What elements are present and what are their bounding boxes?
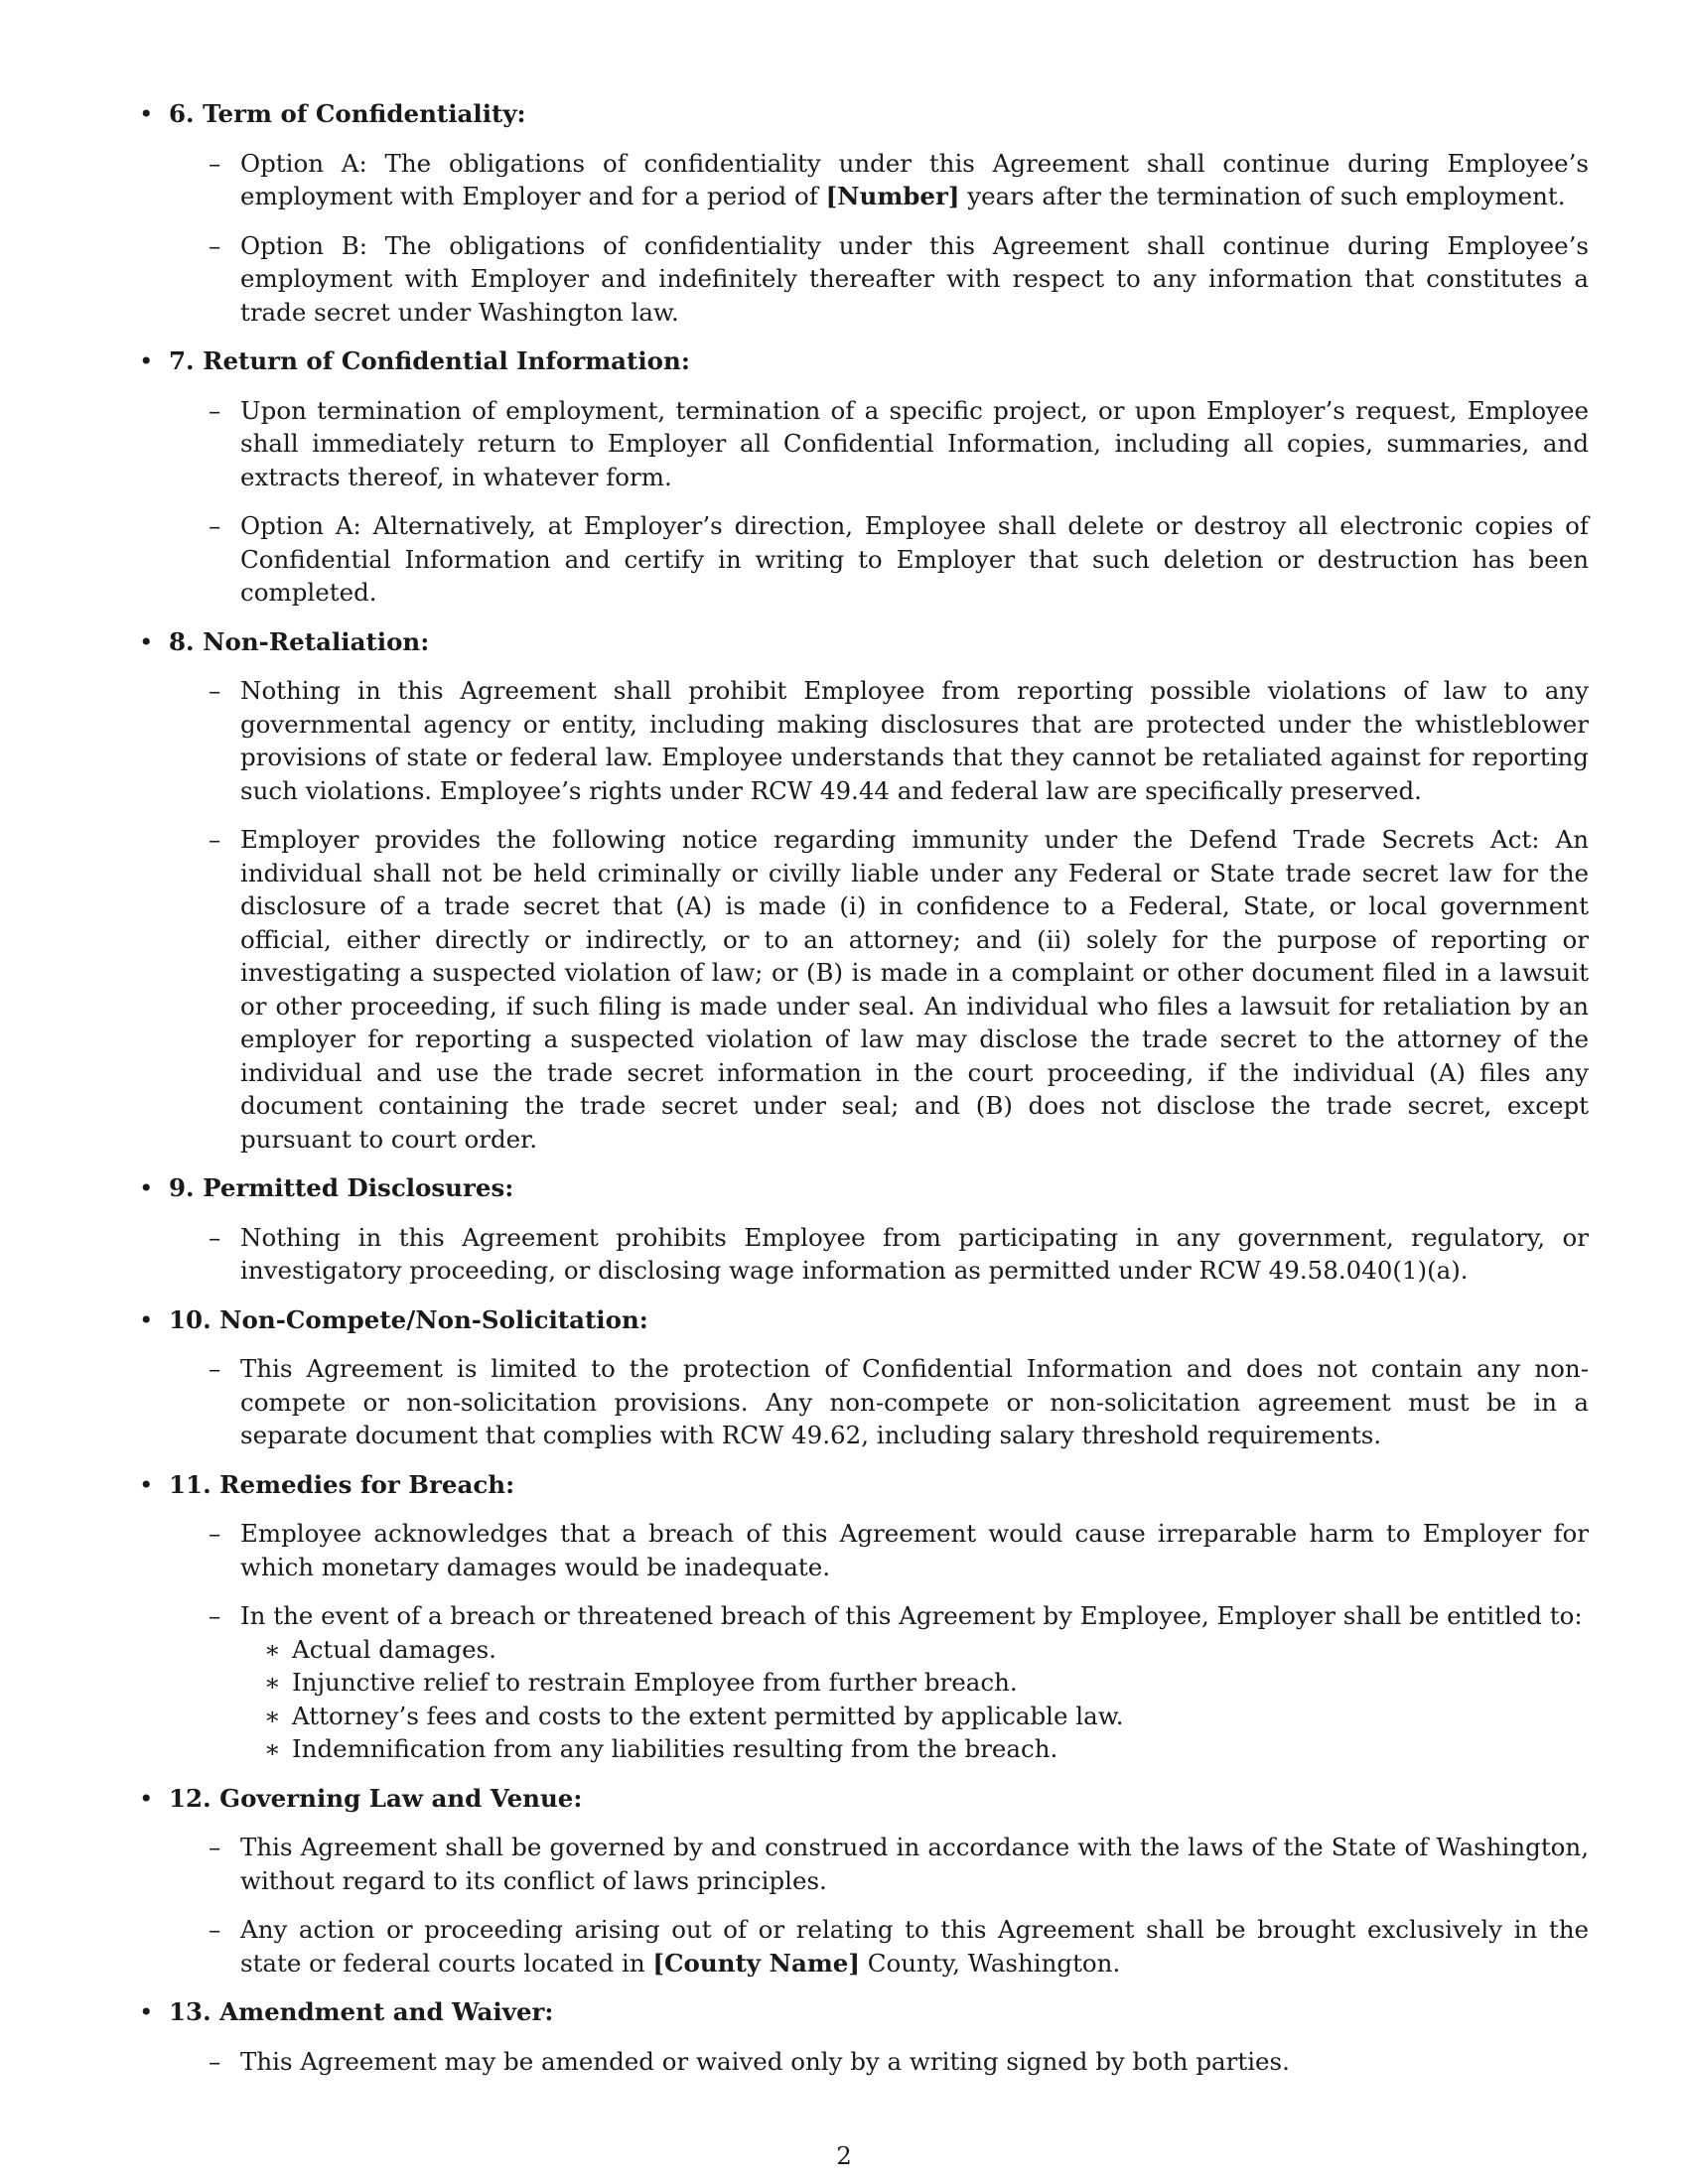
list-item — [209, 147, 1589, 213]
list-item — [209, 823, 1589, 1156]
dash-icon: – — [209, 676, 221, 705]
item-text: Option A: Alternatively, at Employer’s direction, Employee shall delete or destroy all electronic copies of Confidential Information and certify in writing to Employer that such deletion or destruction has been completed. — [240, 511, 1589, 607]
dash-icon: – — [209, 1519, 221, 1548]
section-non-retaliation — [139, 625, 1589, 1157]
section-items — [209, 147, 1589, 330]
bullet-icon: • — [139, 99, 154, 128]
remedy-text: Injunctive relief to restrain Employee from further breach. — [292, 1668, 1018, 1697]
list-item — [209, 674, 1589, 807]
section-permitted-disclosures — [139, 1171, 1589, 1288]
section-items — [209, 674, 1589, 1156]
list-item — [209, 1352, 1589, 1452]
list-item — [209, 1913, 1589, 1979]
remedy-text: Indemnification from any liabilities resulting from the breach. — [292, 1734, 1058, 1763]
section-governing-law — [139, 1782, 1589, 1980]
dash-icon: – — [209, 1915, 221, 1944]
item-text: Employee acknowledges that a breach of this Agreement would cause irreparable harm to Employer for which monetary damages would be inadequate. — [240, 1519, 1589, 1581]
section-remedies-for-breach — [139, 1468, 1589, 1766]
list-item — [209, 229, 1589, 330]
item-text: Option A: The obligations of confidentiality under this Agreement shall continue during Employee’s employment with Employer and for a period of — [240, 148, 1589, 210]
section-items — [209, 1221, 1589, 1288]
section-items — [209, 394, 1589, 610]
item-text: years after the termination of such employment. — [959, 182, 1566, 210]
section-title: 13. Amendment and Waiver: — [169, 1997, 554, 2026]
section-title: 7. Return of Confidential Information: — [169, 346, 690, 375]
item-text: Employer provides the following notice regarding immunity under the Defend Trade Secrets Act: An individual shall not be held criminally or civilly liable under any Federal or State trade secret law for the disclosure of a trade secret that (A) is made (i) in confidence to a Federal, State, or local government official, either directly or indirectly, or to an attorney; and (ii) solely for the purpose of reporting or investigating a suspected violation of law; or (B) is made in a complaint or other document filed in a lawsuit or other proceeding, if such filing is made under seal. An individual who files a lawsuit for retaliation by an employer for reporting a suspected violation of law may disclose the trade secret to the attorney of the individual and use the trade secret information in the court proceeding, if the individual (A) files any document containing the trade secret under seal; and (B) does not disclose the trade secret, except pursuant to court order. — [240, 825, 1589, 1154]
remedy-item — [264, 1666, 1589, 1700]
item-text: Nothing in this Agreement prohibits Employee from participating in any government, regulatory, or investigatory proceeding, or disclosing wage information as permitted under RCW 49.58.040(1)(a). — [240, 1222, 1589, 1285]
section-title: 10. Non-Compete/Non-Solicitation: — [169, 1304, 648, 1334]
section-items — [209, 1352, 1589, 1452]
item-text: Nothing in this Agreement shall prohibit Employee from reporting possible violations of law to any governmental agency or entity, including making disclosures that are protected under the whistleblower provisions of state or federal law. Employee understands that they cannot be retaliated against for reporting such violations. Employee’s rights under RCW 49.44 and federal law are specifically preserved. — [240, 676, 1589, 805]
bullet-icon: • — [139, 1304, 154, 1334]
page-number: 2 — [836, 2141, 852, 2170]
list-item — [209, 1221, 1589, 1288]
bullet-icon: • — [139, 1173, 154, 1202]
dash-icon: – — [209, 2046, 221, 2076]
asterisk-icon: ∗ — [264, 1701, 281, 1730]
section-title: 11. Remedies for Breach: — [169, 1469, 515, 1499]
list-item — [209, 1517, 1589, 1583]
section-items — [209, 1831, 1589, 1979]
section-amendment-and-waiver — [139, 1995, 1589, 2078]
list-item — [209, 1599, 1589, 1766]
bullet-icon: • — [139, 346, 154, 375]
remedy-text: Actual damages. — [292, 1634, 496, 1664]
section-title: 6. Term of Confidentiality: — [169, 99, 526, 128]
placeholder-number: [Number] — [825, 182, 960, 210]
placeholder-county-name: [County Name] — [652, 1948, 860, 1978]
bullet-icon: • — [139, 1783, 154, 1813]
remedy-text: Attorney’s fees and costs to the extent permitted by applicable law. — [292, 1701, 1124, 1730]
asterisk-icon: ∗ — [264, 1734, 281, 1763]
section-title: 8. Non-Retaliation: — [169, 626, 430, 656]
dash-icon: – — [209, 1354, 221, 1383]
remedy-item — [264, 1732, 1589, 1766]
remedy-item — [264, 1633, 1589, 1667]
dash-icon: – — [209, 1833, 221, 1861]
item-text: County, Washington. — [859, 1948, 1121, 1978]
list-item — [209, 1831, 1589, 1897]
section-title: 9. Permitted Disclosures: — [169, 1173, 514, 1202]
list-item — [209, 394, 1589, 494]
item-text: In the event of a breach or threatened breach of this Agreement by Employee, Employer shall be entitled to: — [240, 1601, 1583, 1630]
dash-icon: – — [209, 511, 221, 540]
list-item — [209, 2045, 1589, 2079]
document-body — [139, 97, 1589, 2094]
section-title: 12. Governing Law and Venue: — [169, 1783, 583, 1813]
dash-icon: – — [209, 1601, 221, 1630]
dash-icon: – — [209, 395, 221, 425]
list-item — [209, 509, 1589, 610]
remedies-list — [260, 1633, 1589, 1766]
dash-icon: – — [209, 148, 221, 178]
item-text: This Agreement is limited to the protection of Confidential Information and does not contain any non-compete or non-solicitation provisions. Any non-compete or non-solicitation agreement must be in a separate document that complies with RCW 49.62, including salary threshold requirements. — [240, 1354, 1589, 1449]
section-return-of-confidential-information — [139, 344, 1589, 610]
dash-icon: – — [209, 230, 221, 260]
dash-icon: – — [209, 1222, 221, 1252]
section-items — [209, 2045, 1589, 2079]
item-text: Any action or proceeding arising out of or relating to this Agreement shall be brought exclusively in the state or federal courts located in — [240, 1915, 1589, 1978]
item-text: This Agreement shall be governed by and construed in accordance with the laws of the State of Washington, without regard to its conflict of laws principles. — [240, 1833, 1589, 1895]
item-text: This Agreement may be amended or waived only by a writing signed by both parties. — [240, 2046, 1290, 2076]
bullet-icon: • — [139, 626, 154, 656]
item-text: Option B: The obligations of confidentiality under this Agreement shall continue during Employee’s employment with Employer and indefinitely thereafter with respect to any information that constitutes a trade secret under Washington law. — [240, 230, 1589, 327]
bullet-icon: • — [139, 1469, 154, 1499]
bullet-icon: • — [139, 1997, 154, 2026]
asterisk-icon: ∗ — [264, 1668, 281, 1697]
item-text: Upon termination of employment, termination of a specific project, or upon Employer’s request, Employee shall immediately return to Employer all Confidential Information, including all copies, summaries, and extracts thereof, in whatever form. — [240, 395, 1589, 491]
asterisk-icon: ∗ — [264, 1634, 281, 1664]
section-non-compete — [139, 1303, 1589, 1452]
section-term-of-confidentiality — [139, 97, 1589, 329]
dash-icon: – — [209, 825, 221, 854]
section-items — [209, 1517, 1589, 1766]
remedy-item — [264, 1700, 1589, 1733]
